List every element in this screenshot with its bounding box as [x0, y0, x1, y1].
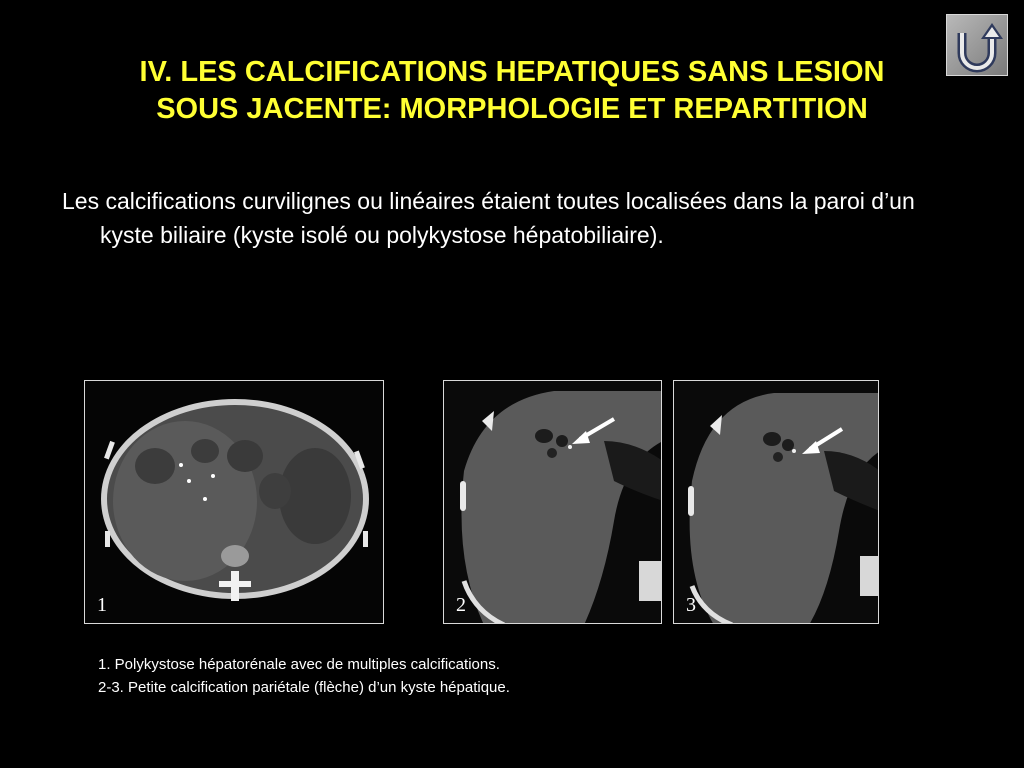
title-line-2: SOUS JACENTE: MORPHOLOGIE ET REPARTITION — [156, 93, 868, 125]
image-label-1: 1 — [97, 594, 107, 616]
image-label-3: 3 — [686, 594, 696, 616]
body-paragraph: Les calcifications curvilignes ou linéaires étaient toutes localisées dans la paroi d’un kyste biliaire (kyste isolé ou polykystose hépatobiliaire). — [62, 188, 915, 248]
figure-captions — [98, 653, 510, 699]
image-label-2: 2 — [456, 594, 466, 616]
ct-axial-scan — [85, 381, 384, 624]
ct-liver-zoom-scan — [444, 381, 662, 624]
caption-line-2: 2-3. Petite calcification pariétale (flèche) d’un kyste hépatique. — [98, 679, 510, 696]
ct-image-3 — [673, 380, 879, 624]
ct-liver-zoom-scan — [674, 381, 879, 624]
return-button[interactable] — [946, 14, 1008, 76]
slide-title — [40, 54, 984, 128]
caption-line-1: 1. Polykystose hépatorénale avec de multiples calcifications. — [98, 656, 500, 673]
ct-image-2 — [443, 380, 662, 624]
ct-image-1 — [84, 380, 384, 624]
return-arrow-icon — [947, 15, 1007, 75]
title-line-1: IV. LES CALCIFICATIONS HEPATIQUES SANS LESION — [139, 56, 885, 88]
